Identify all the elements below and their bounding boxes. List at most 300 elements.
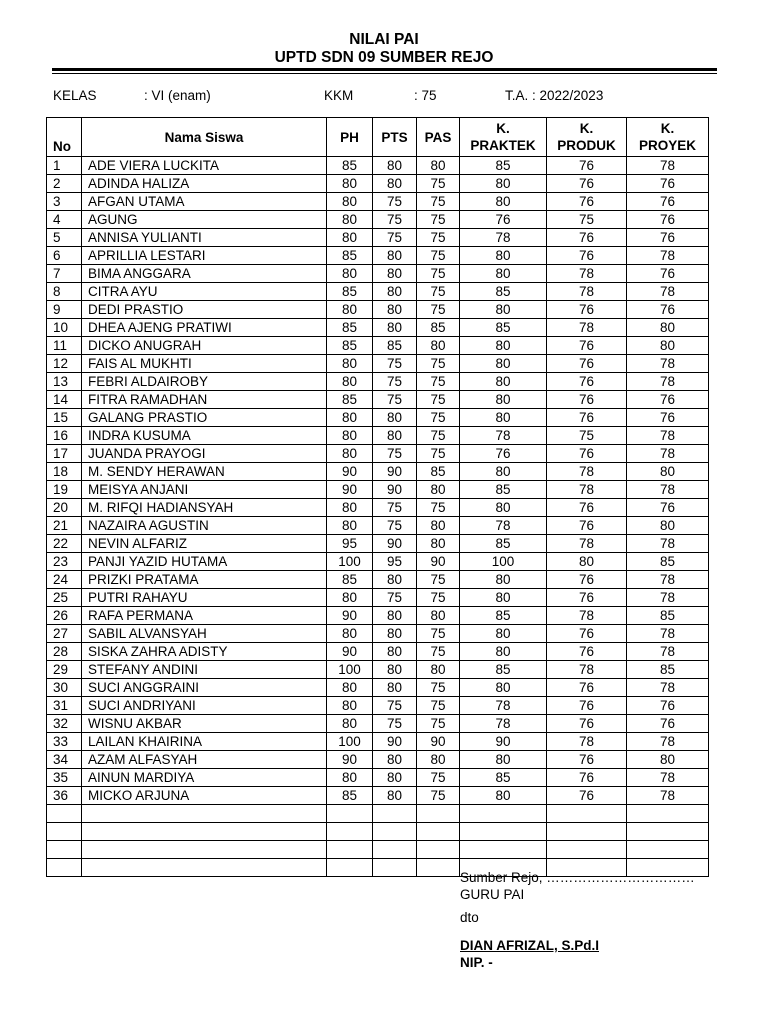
table-row [47,301,709,319]
cell-name: MICKO ARJUNA [82,787,327,805]
signer-nip: NIP. - [460,955,493,970]
cell-proyek: 80 [627,751,709,769]
cell-produk: 75 [547,211,627,229]
empty-cell [417,841,460,859]
cell-pts: 75 [373,445,417,463]
cell-praktek: 85 [460,769,547,787]
header-ph: PH [327,118,373,157]
cell-no: 33 [47,733,82,751]
table-row [47,553,709,571]
header-proyek [627,118,709,157]
cell-name: M. SENDY HERAWAN [82,463,327,481]
cell-ph: 80 [327,769,373,787]
cell-produk: 76 [547,499,627,517]
cell-praktek: 76 [460,211,547,229]
cell-praktek: 80 [460,175,547,193]
empty-cell [547,823,627,841]
cell-proyek: 85 [627,553,709,571]
cell-ph: 80 [327,301,373,319]
kkm-label: KKM [324,88,354,103]
cell-no: 21 [47,517,82,535]
cell-no: 15 [47,409,82,427]
cell-pas: 75 [417,787,460,805]
cell-praktek: 78 [460,697,547,715]
cell-pts: 80 [373,607,417,625]
cell-produk: 76 [547,643,627,661]
cell-produk: 76 [547,193,627,211]
signer-name: DIAN AFRIZAL, S.Pd.I [460,938,599,953]
table-row [47,391,709,409]
cell-produk: 78 [547,607,627,625]
table-row [47,751,709,769]
cell-pts: 90 [373,733,417,751]
cell-pts: 90 [373,481,417,499]
cell-pts: 75 [373,715,417,733]
cell-ph: 100 [327,553,373,571]
cell-proyek: 76 [627,211,709,229]
cell-produk: 76 [547,769,627,787]
cell-name: WISNU AKBAR [82,715,327,733]
header-no: No [47,118,82,157]
cell-no: 24 [47,571,82,589]
cell-no: 30 [47,679,82,697]
header-pas: PAS [417,118,460,157]
cell-pas: 80 [417,607,460,625]
cell-no: 9 [47,301,82,319]
cell-no: 10 [47,319,82,337]
cell-ph: 80 [327,265,373,283]
cell-proyek: 76 [627,409,709,427]
cell-praktek: 80 [460,589,547,607]
cell-no: 4 [47,211,82,229]
cell-no: 18 [47,463,82,481]
cell-proyek: 78 [627,427,709,445]
table-row [47,355,709,373]
cell-ph: 80 [327,373,373,391]
table-row [47,625,709,643]
empty-cell [547,841,627,859]
cell-pas: 85 [417,319,460,337]
cell-praktek: 80 [460,787,547,805]
cell-ph: 80 [327,427,373,445]
empty-cell [327,823,373,841]
cell-praktek: 85 [460,661,547,679]
table-row [47,409,709,427]
cell-proyek: 78 [627,625,709,643]
cell-produk: 75 [547,427,627,445]
empty-table-row [47,823,709,841]
cell-ph: 80 [327,409,373,427]
cell-pts: 80 [373,247,417,265]
cell-pts: 80 [373,643,417,661]
cell-pts: 75 [373,211,417,229]
cell-ph: 85 [327,391,373,409]
cell-produk: 78 [547,265,627,283]
cell-no: 8 [47,283,82,301]
cell-no: 23 [47,553,82,571]
cell-name: SUCI ANDRIYANI [82,697,327,715]
place-date: Sumber Rejo, …………………………… [460,870,695,885]
cell-no: 35 [47,769,82,787]
empty-cell [82,823,327,841]
cell-name: M. RIFQI HADIANSYAH [82,499,327,517]
cell-pts: 80 [373,751,417,769]
cell-produk: 78 [547,481,627,499]
cell-produk: 78 [547,463,627,481]
cell-produk: 76 [547,445,627,463]
table-row [47,679,709,697]
cell-no: 22 [47,535,82,553]
cell-proyek: 78 [627,787,709,805]
cell-praktek: 80 [460,391,547,409]
cell-pas: 80 [417,661,460,679]
cell-name: PANJI YAZID HUTAMA [82,553,327,571]
cell-pts: 80 [373,679,417,697]
cell-pas: 75 [417,697,460,715]
cell-name: BIMA ANGGARA [82,265,327,283]
cell-produk: 76 [547,409,627,427]
cell-pas: 75 [417,211,460,229]
cell-pas: 75 [417,769,460,787]
cell-proyek: 80 [627,517,709,535]
table-row [47,643,709,661]
cell-ph: 80 [327,229,373,247]
table-row [47,607,709,625]
empty-cell [627,841,709,859]
cell-pas: 80 [417,535,460,553]
cell-pts: 80 [373,427,417,445]
cell-produk: 76 [547,229,627,247]
table-row [47,319,709,337]
cell-proyek: 80 [627,337,709,355]
header-praktek-bottom: PRAKTEK [470,138,536,153]
cell-produk: 78 [547,283,627,301]
cell-proyek: 78 [627,481,709,499]
cell-no: 34 [47,751,82,769]
cell-pas: 75 [417,265,460,283]
cell-proyek: 78 [627,733,709,751]
cell-pas: 75 [417,355,460,373]
cell-ph: 85 [327,787,373,805]
cell-pts: 85 [373,337,417,355]
table-row [47,463,709,481]
header-produk-top: K. [579,121,594,136]
cell-praktek: 90 [460,733,547,751]
cell-produk: 76 [547,517,627,535]
empty-cell [47,823,82,841]
cell-pts: 80 [373,625,417,643]
table-row [47,517,709,535]
empty-cell [460,823,547,841]
cell-name: FITRA RAMADHAN [82,391,327,409]
cell-no: 2 [47,175,82,193]
cell-ph: 90 [327,463,373,481]
cell-name: ADINDA HALIZA [82,175,327,193]
cell-praktek: 80 [460,643,547,661]
cell-pts: 75 [373,697,417,715]
cell-ph: 90 [327,481,373,499]
header-praktek [460,118,547,157]
cell-proyek: 76 [627,499,709,517]
cell-no: 26 [47,607,82,625]
header-proyek-bottom: PROYEK [638,138,696,153]
cell-pts: 75 [373,355,417,373]
empty-cell [627,805,709,823]
cell-name: DICKO ANUGRAH [82,337,327,355]
cell-name: ANNISA YULIANTI [82,229,327,247]
cell-ph: 85 [327,283,373,301]
cell-ph: 80 [327,175,373,193]
cell-name: SISKA ZAHRA ADISTY [82,643,327,661]
cell-praktek: 80 [460,409,547,427]
cell-pts: 80 [373,787,417,805]
cell-pas: 90 [417,553,460,571]
header-produk [547,118,627,157]
cell-pas: 75 [417,625,460,643]
cell-ph: 85 [327,571,373,589]
cell-name: FAIS AL MUKHTI [82,355,327,373]
cell-pas: 80 [417,157,460,175]
cell-pts: 90 [373,463,417,481]
table-row [47,535,709,553]
cell-no: 27 [47,625,82,643]
cell-pts: 75 [373,517,417,535]
empty-cell [460,841,547,859]
empty-cell [417,859,460,877]
cell-ph: 90 [327,607,373,625]
cell-produk: 78 [547,661,627,679]
cell-pas: 75 [417,643,460,661]
cell-ph: 80 [327,679,373,697]
cell-produk: 76 [547,697,627,715]
cell-name: MEISYA ANJANI [82,481,327,499]
cell-proyek: 76 [627,193,709,211]
cell-ph: 80 [327,625,373,643]
cell-produk: 76 [547,679,627,697]
document-title: NILAI PAI [349,31,419,48]
cell-no: 36 [47,787,82,805]
cell-pts: 75 [373,589,417,607]
table-row [47,769,709,787]
cell-proyek: 78 [627,445,709,463]
cell-no: 31 [47,697,82,715]
cell-pts: 80 [373,301,417,319]
class-value: : VI (enam) [144,88,211,103]
cell-pas: 80 [417,337,460,355]
cell-pts: 75 [373,499,417,517]
table-row [47,571,709,589]
cell-proyek: 76 [627,265,709,283]
cell-praktek: 78 [460,229,547,247]
cell-no: 12 [47,355,82,373]
cell-praktek: 80 [460,499,547,517]
header-rule-thin [52,73,717,74]
cell-proyek: 85 [627,607,709,625]
cell-no: 11 [47,337,82,355]
table-row [47,499,709,517]
cell-pts: 80 [373,769,417,787]
cell-no: 17 [47,445,82,463]
empty-table-row [47,841,709,859]
empty-cell [82,859,327,877]
cell-no: 1 [47,157,82,175]
cell-proyek: 76 [627,391,709,409]
cell-pas: 75 [417,427,460,445]
header-proyek-top: K. [660,121,675,136]
cell-pts: 75 [373,193,417,211]
table-row [47,715,709,733]
cell-proyek: 80 [627,319,709,337]
cell-produk: 76 [547,301,627,319]
cell-name: INDRA KUSUMA [82,427,327,445]
cell-produk: 76 [547,715,627,733]
cell-pts: 75 [373,391,417,409]
cell-ph: 80 [327,499,373,517]
cell-produk: 78 [547,535,627,553]
cell-praktek: 100 [460,553,547,571]
cell-no: 7 [47,265,82,283]
cell-proyek: 78 [627,679,709,697]
cell-proyek: 76 [627,697,709,715]
cell-name: RAFA PERMANA [82,607,327,625]
table-row [47,373,709,391]
cell-name: DHEA AJENG PRATIWI [82,319,327,337]
cell-praktek: 80 [460,571,547,589]
cell-produk: 76 [547,247,627,265]
cell-ph: 85 [327,337,373,355]
cell-pas: 75 [417,679,460,697]
empty-cell [460,805,547,823]
table-row [47,481,709,499]
cell-praktek: 80 [460,337,547,355]
cell-pts: 75 [373,373,417,391]
cell-produk: 76 [547,787,627,805]
empty-cell [373,859,417,877]
cell-pas: 75 [417,499,460,517]
table-row [47,283,709,301]
header-praktek-top: K. [496,121,510,136]
cell-praktek: 85 [460,607,547,625]
kkm-value: : 75 [414,88,437,103]
cell-name: SUCI ANGGRAINI [82,679,327,697]
table-row [47,157,709,175]
cell-name: SABIL ALVANSYAH [82,625,327,643]
cell-ph: 85 [327,319,373,337]
cell-produk: 76 [547,589,627,607]
cell-praktek: 80 [460,247,547,265]
cell-pas: 75 [417,229,460,247]
cell-pts: 80 [373,409,417,427]
empty-cell [82,805,327,823]
cell-pas: 75 [417,283,460,301]
cell-proyek: 78 [627,283,709,301]
table-row [47,175,709,193]
signer-role: GURU PAI [460,887,525,902]
cell-name: PUTRI RAHAYU [82,589,327,607]
cell-praktek: 80 [460,355,547,373]
school-name: UPTD SDN 09 SUMBER REJO [274,49,494,66]
table-row [47,193,709,211]
cell-produk: 76 [547,157,627,175]
table-row [47,211,709,229]
cell-proyek: 76 [627,301,709,319]
cell-name: AGUNG [82,211,327,229]
cell-ph: 80 [327,517,373,535]
cell-proyek: 85 [627,661,709,679]
empty-cell [82,841,327,859]
cell-praktek: 80 [460,679,547,697]
cell-praktek: 78 [460,715,547,733]
cell-name: FEBRI ALDAIROBY [82,373,327,391]
header-name: Nama Siswa [82,118,327,157]
cell-pas: 75 [417,409,460,427]
cell-ph: 80 [327,211,373,229]
cell-pas: 85 [417,463,460,481]
signed-mark: dto [460,910,479,925]
table-row [47,337,709,355]
cell-pas: 90 [417,733,460,751]
cell-proyek: 76 [627,175,709,193]
cell-produk: 76 [547,175,627,193]
grades-table [46,117,709,877]
cell-no: 5 [47,229,82,247]
cell-proyek: 78 [627,247,709,265]
cell-proyek: 76 [627,229,709,247]
table-row [47,589,709,607]
cell-produk: 78 [547,733,627,751]
table-body [47,157,709,877]
cell-name: NEVIN ALFARIZ [82,535,327,553]
cell-no: 20 [47,499,82,517]
header-produk-bottom: PRODUK [557,138,616,153]
cell-pts: 90 [373,535,417,553]
cell-proyek: 78 [627,157,709,175]
cell-praktek: 80 [460,193,547,211]
cell-pas: 80 [417,517,460,535]
table-row [47,787,709,805]
cell-praktek: 80 [460,301,547,319]
cell-ph: 100 [327,661,373,679]
cell-name: CITRA AYU [82,283,327,301]
table-header-row [47,118,709,157]
cell-name: NAZAIRA AGUSTIN [82,517,327,535]
cell-name: ADE VIERA LUCKITA [82,157,327,175]
cell-pas: 75 [417,301,460,319]
cell-proyek: 78 [627,643,709,661]
cell-pas: 75 [417,247,460,265]
cell-ph: 100 [327,733,373,751]
empty-cell [417,805,460,823]
empty-cell [327,841,373,859]
table-row [47,697,709,715]
cell-proyek: 78 [627,589,709,607]
table-row [47,427,709,445]
cell-no: 16 [47,427,82,445]
cell-produk: 80 [547,553,627,571]
cell-ph: 85 [327,247,373,265]
cell-praktek: 78 [460,427,547,445]
cell-no: 29 [47,661,82,679]
empty-cell [327,805,373,823]
cell-ph: 80 [327,589,373,607]
cell-name: LAILAN KHAIRINA [82,733,327,751]
cell-name: APRILLIA LESTARI [82,247,327,265]
cell-no: 6 [47,247,82,265]
academic-year: T.A. : 2022/2023 [505,88,604,103]
cell-praktek: 85 [460,157,547,175]
cell-produk: 76 [547,391,627,409]
cell-pts: 95 [373,553,417,571]
